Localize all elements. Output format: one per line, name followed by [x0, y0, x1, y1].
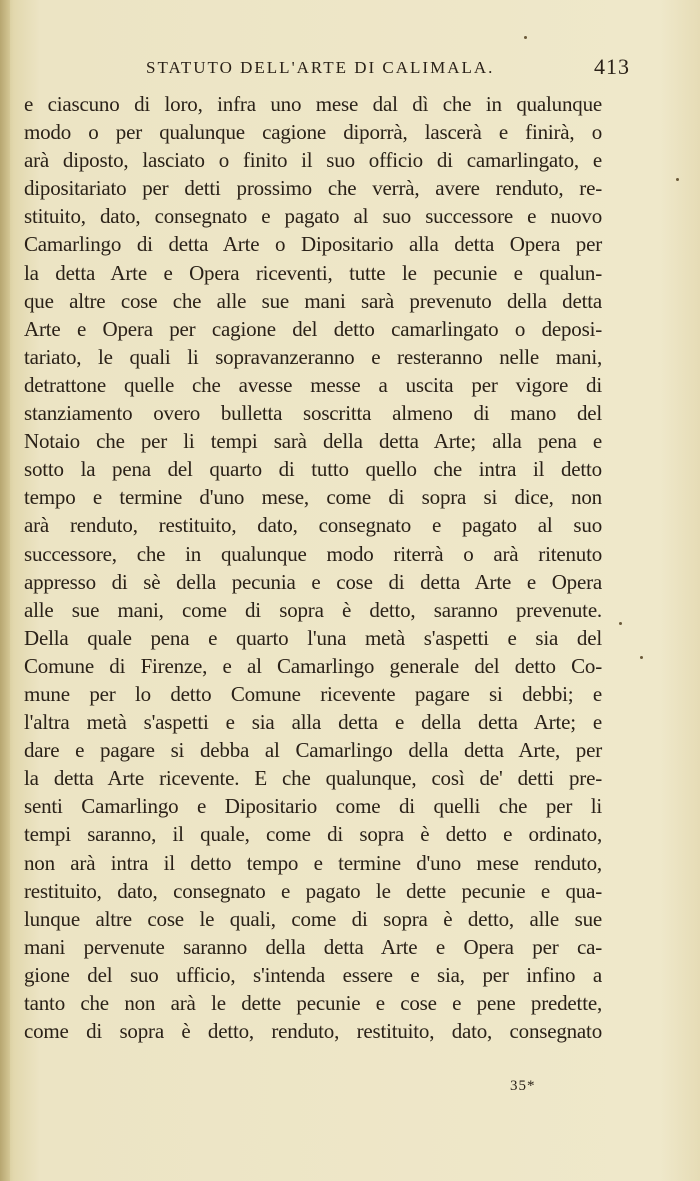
text-line: alle sue mani, come di sopra è detto, saranno prevenute. — [24, 597, 602, 622]
text-line: la detta Arte ricevente. E che qualunque, così de' detti pre- — [24, 766, 602, 791]
page-gutter-shadow — [0, 0, 10, 1181]
ink-speck — [619, 622, 622, 625]
text-line: sotto la pena del quarto di tutto quello che intra il detto — [24, 457, 602, 482]
ink-speck — [524, 36, 527, 39]
body-text — [24, 90, 602, 1045]
text-line: tempi saranno, il quale, come di sopra è detto e ordinato, — [24, 822, 602, 847]
text-line: restituito, dato, consegnato e pagato le dette pecunie e qua- — [24, 878, 602, 903]
text-line: detrattone quelle che avesse messe a uscita per vigore di — [24, 372, 602, 397]
text-line: tariato, le quali li sopravanzeranno e resteranno nelle mani, — [24, 344, 602, 369]
text-line: stanziamento overo bulletta soscritta almeno di mano del — [24, 401, 602, 426]
text-line: mune per lo detto Comune ricevente pagare si debbi; e — [24, 681, 602, 706]
text-line: gione del suo ufficio, s'intenda essere e sia, per infino a — [24, 962, 602, 987]
text-line: Notaio che per li tempi sarà della detta Arte; alla pena e — [24, 429, 602, 454]
text-line: Della quale pena e quarto l'una metà s'aspetti e sia del — [24, 625, 602, 650]
text-line: e ciascuno di loro, infra uno mese dal dì che in qualunque — [24, 92, 602, 116]
text-line: la detta Arte e Opera riceventi, tutte le pecunie e qualun- — [24, 260, 602, 285]
text-line: lunque altre cose le quali, come di sopra è detto, alle sue — [24, 906, 602, 931]
running-title: STATUTO DELL'ARTE DI CALIMALA. — [146, 58, 495, 77]
text-line: Arte e Opera per cagione del detto camarlingato o deposi- — [24, 316, 602, 341]
text-line: l'altra metà s'aspetti e sia alla detta e della detta Arte; e — [24, 710, 602, 735]
signature-mark: 35* — [510, 1078, 536, 1094]
text-line: dare e pagare si debba al Camarlingo della detta Arte, per — [24, 738, 602, 763]
text-line: appresso di sè della pecunia e cose di detta Arte e Opera — [24, 569, 602, 594]
text-line: come di sopra è detto, renduto, restituito, dato, consegnato — [24, 1019, 602, 1044]
page-header — [36, 54, 630, 84]
text-line: dipositariato per detti prossimo che verrà, avere renduto, re- — [24, 176, 602, 201]
page-number: 413 — [594, 54, 630, 79]
text-line: stituito, dato, consegnato e pagato al suo successore e nuovo — [24, 204, 602, 229]
ink-speck — [676, 178, 679, 181]
text-line: Camarlingo di detta Arte o Dipositario alla detta Opera per — [24, 232, 602, 257]
ink-speck — [640, 656, 643, 659]
text-line: Comune di Firenze, e al Camarlingo generale del detto Co- — [24, 653, 602, 678]
text-line: arà diposto, lasciato o finito il suo officio di camarlingato, e — [24, 148, 602, 173]
text-line: mani pervenute saranno della detta Arte e Opera per ca- — [24, 934, 602, 959]
text-line: arà renduto, restituito, dato, consegnato e pagato al suo — [24, 513, 602, 538]
text-line: successore, che in qualunque modo riterrà o arà ritenuto — [24, 541, 602, 566]
text-line: tanto che non arà le dette pecunie e cose e pene predette, — [24, 991, 602, 1015]
text-line: tempo e termine d'uno mese, come di sopra si dice, non — [24, 485, 602, 510]
text-line: non arà intra il detto tempo e termine d'uno mese renduto, — [24, 850, 602, 875]
text-line: que altre cose che alle sue mani sarà prevenuto della detta — [24, 288, 602, 313]
text-line: senti Camarlingo e Dipositario come di quelli che per li — [24, 794, 602, 819]
text-line: modo o per qualunque cagione diporrà, lascerà e finirà, o — [24, 120, 602, 145]
